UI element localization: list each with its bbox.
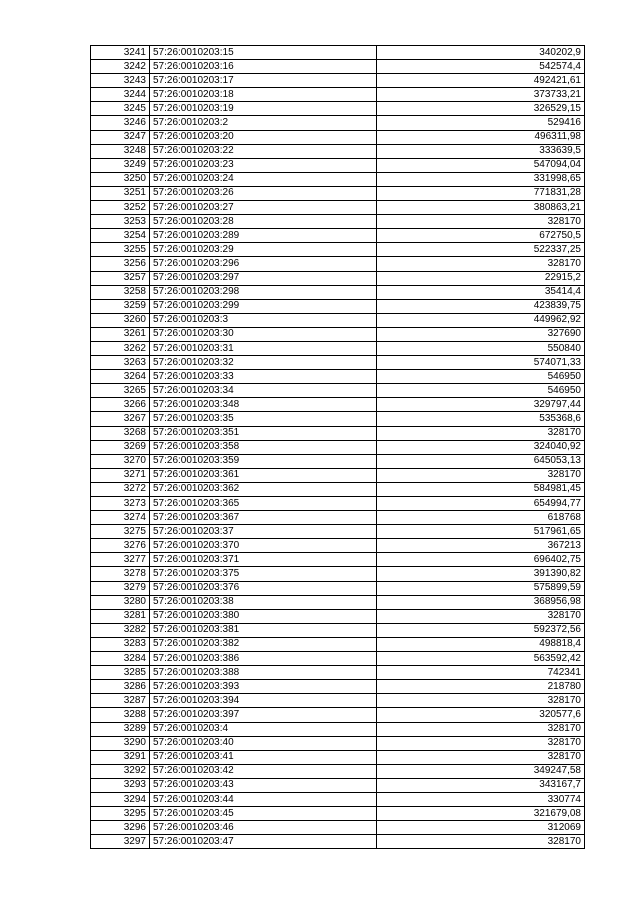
row-number-cell: 3286 bbox=[91, 680, 150, 694]
table-row bbox=[91, 440, 585, 454]
value-cell: 22915,2 bbox=[377, 271, 585, 285]
value-cell: 328170 bbox=[377, 835, 585, 849]
row-number-cell: 3243 bbox=[91, 74, 150, 88]
table-row bbox=[91, 412, 585, 426]
cadastral-number-cell: 57:26:0010203:367 bbox=[150, 511, 377, 525]
table-row bbox=[91, 313, 585, 327]
cadastral-number-cell: 57:26:0010203:22 bbox=[150, 144, 377, 158]
row-number-cell: 3258 bbox=[91, 285, 150, 299]
cadastral-number-cell: 57:26:0010203:44 bbox=[150, 792, 377, 806]
table-row bbox=[91, 158, 585, 172]
table-row bbox=[91, 821, 585, 835]
value-cell: 367213 bbox=[377, 539, 585, 553]
cadastral-number-cell: 57:26:0010203:32 bbox=[150, 356, 377, 370]
value-cell: 391390,82 bbox=[377, 567, 585, 581]
cadastral-number-cell: 57:26:0010203:47 bbox=[150, 835, 377, 849]
value-cell: 328170 bbox=[377, 722, 585, 736]
value-cell: 328170 bbox=[377, 257, 585, 271]
table-row bbox=[91, 764, 585, 778]
table-row bbox=[91, 511, 585, 525]
table-row bbox=[91, 271, 585, 285]
value-cell: 771831,28 bbox=[377, 186, 585, 200]
row-number-cell: 3264 bbox=[91, 370, 150, 384]
row-number-cell: 3280 bbox=[91, 595, 150, 609]
cadastral-number-cell: 57:26:0010203:38 bbox=[150, 595, 377, 609]
table-row bbox=[91, 553, 585, 567]
value-cell: 368956,98 bbox=[377, 595, 585, 609]
table-row bbox=[91, 835, 585, 849]
cadastral-number-cell: 57:26:0010203:24 bbox=[150, 172, 377, 186]
value-cell: 328170 bbox=[377, 694, 585, 708]
row-number-cell: 3259 bbox=[91, 299, 150, 313]
table-row bbox=[91, 666, 585, 680]
row-number-cell: 3287 bbox=[91, 694, 150, 708]
row-number-cell: 3276 bbox=[91, 539, 150, 553]
table-row bbox=[91, 356, 585, 370]
cadastral-number-cell: 57:26:0010203:359 bbox=[150, 454, 377, 468]
cadastral-number-cell: 57:26:0010203:41 bbox=[150, 750, 377, 764]
value-cell: 423839,75 bbox=[377, 299, 585, 313]
value-cell: 35414,4 bbox=[377, 285, 585, 299]
cadastral-number-cell: 57:26:0010203:376 bbox=[150, 581, 377, 595]
value-cell: 331998,65 bbox=[377, 172, 585, 186]
row-number-cell: 3249 bbox=[91, 158, 150, 172]
table-row bbox=[91, 285, 585, 299]
cadastral-number-cell: 57:26:0010203:30 bbox=[150, 327, 377, 341]
value-cell: 517961,65 bbox=[377, 525, 585, 539]
table-row bbox=[91, 116, 585, 130]
row-number-cell: 3275 bbox=[91, 525, 150, 539]
table-row bbox=[91, 201, 585, 215]
value-cell: 328170 bbox=[377, 750, 585, 764]
value-cell: 326529,15 bbox=[377, 102, 585, 116]
table-row bbox=[91, 46, 585, 60]
table-row bbox=[91, 426, 585, 440]
table-row bbox=[91, 172, 585, 186]
row-number-cell: 3255 bbox=[91, 243, 150, 257]
table-row bbox=[91, 384, 585, 398]
value-cell: 312069 bbox=[377, 821, 585, 835]
table-row bbox=[91, 539, 585, 553]
table-row bbox=[91, 243, 585, 257]
table-row bbox=[91, 130, 585, 144]
value-cell: 696402,75 bbox=[377, 553, 585, 567]
row-number-cell: 3279 bbox=[91, 581, 150, 595]
cadastral-number-cell: 57:26:0010203:34 bbox=[150, 384, 377, 398]
value-cell: 321679,08 bbox=[377, 807, 585, 821]
row-number-cell: 3256 bbox=[91, 257, 150, 271]
value-cell: 546950 bbox=[377, 384, 585, 398]
row-number-cell: 3296 bbox=[91, 821, 150, 835]
cadastral-number-cell: 57:26:0010203:31 bbox=[150, 341, 377, 355]
value-cell: 449962,92 bbox=[377, 313, 585, 327]
data-table bbox=[90, 45, 585, 849]
row-number-cell: 3241 bbox=[91, 46, 150, 60]
row-number-cell: 3245 bbox=[91, 102, 150, 116]
table-row bbox=[91, 74, 585, 88]
value-cell: 645053,13 bbox=[377, 454, 585, 468]
table-row bbox=[91, 708, 585, 722]
table-row bbox=[91, 778, 585, 792]
row-number-cell: 3288 bbox=[91, 708, 150, 722]
table-row bbox=[91, 341, 585, 355]
cadastral-number-cell: 57:26:0010203:386 bbox=[150, 652, 377, 666]
value-cell: 330774 bbox=[377, 792, 585, 806]
table-row bbox=[91, 736, 585, 750]
row-number-cell: 3269 bbox=[91, 440, 150, 454]
row-number-cell: 3281 bbox=[91, 609, 150, 623]
table-row bbox=[91, 88, 585, 102]
row-number-cell: 3253 bbox=[91, 215, 150, 229]
row-number-cell: 3262 bbox=[91, 341, 150, 355]
table-row bbox=[91, 398, 585, 412]
row-number-cell: 3248 bbox=[91, 144, 150, 158]
table-row bbox=[91, 525, 585, 539]
cadastral-number-cell: 57:26:0010203:397 bbox=[150, 708, 377, 722]
table-row bbox=[91, 468, 585, 482]
cadastral-number-cell: 57:26:0010203:289 bbox=[150, 229, 377, 243]
cadastral-number-cell: 57:26:0010203:375 bbox=[150, 567, 377, 581]
table-row bbox=[91, 807, 585, 821]
value-cell: 496311,98 bbox=[377, 130, 585, 144]
cadastral-number-cell: 57:26:0010203:33 bbox=[150, 370, 377, 384]
row-number-cell: 3250 bbox=[91, 172, 150, 186]
row-number-cell: 3252 bbox=[91, 201, 150, 215]
row-number-cell: 3290 bbox=[91, 736, 150, 750]
cadastral-number-cell: 57:26:0010203:2 bbox=[150, 116, 377, 130]
row-number-cell: 3254 bbox=[91, 229, 150, 243]
table-row bbox=[91, 186, 585, 200]
value-cell: 575899,59 bbox=[377, 581, 585, 595]
value-cell: 672750,5 bbox=[377, 229, 585, 243]
value-cell: 535368,6 bbox=[377, 412, 585, 426]
cadastral-number-cell: 57:26:0010203:393 bbox=[150, 680, 377, 694]
cadastral-number-cell: 57:26:0010203:45 bbox=[150, 807, 377, 821]
table-row bbox=[91, 722, 585, 736]
value-cell: 373733,21 bbox=[377, 88, 585, 102]
row-number-cell: 3247 bbox=[91, 130, 150, 144]
value-cell: 328170 bbox=[377, 468, 585, 482]
value-cell: 329797,44 bbox=[377, 398, 585, 412]
row-number-cell: 3260 bbox=[91, 313, 150, 327]
cadastral-number-cell: 57:26:0010203:296 bbox=[150, 257, 377, 271]
cadastral-number-cell: 57:26:0010203:28 bbox=[150, 215, 377, 229]
row-number-cell: 3293 bbox=[91, 778, 150, 792]
value-cell: 492421,61 bbox=[377, 74, 585, 88]
value-cell: 343167,7 bbox=[377, 778, 585, 792]
cadastral-number-cell: 57:26:0010203:348 bbox=[150, 398, 377, 412]
row-number-cell: 3282 bbox=[91, 623, 150, 637]
row-number-cell: 3278 bbox=[91, 567, 150, 581]
table-row bbox=[91, 623, 585, 637]
table-row bbox=[91, 102, 585, 116]
row-number-cell: 3268 bbox=[91, 426, 150, 440]
table-row bbox=[91, 595, 585, 609]
cadastral-number-cell: 57:26:0010203:370 bbox=[150, 539, 377, 553]
value-cell: 380863,21 bbox=[377, 201, 585, 215]
value-cell: 542574,4 bbox=[377, 60, 585, 74]
cadastral-number-cell: 57:26:0010203:380 bbox=[150, 609, 377, 623]
row-number-cell: 3251 bbox=[91, 186, 150, 200]
row-number-cell: 3265 bbox=[91, 384, 150, 398]
cadastral-number-cell: 57:26:0010203:46 bbox=[150, 821, 377, 835]
row-number-cell: 3267 bbox=[91, 412, 150, 426]
table-row bbox=[91, 299, 585, 313]
value-cell: 333639,5 bbox=[377, 144, 585, 158]
cadastral-number-cell: 57:26:0010203:3 bbox=[150, 313, 377, 327]
table-row bbox=[91, 370, 585, 384]
table-row bbox=[91, 694, 585, 708]
value-cell: 328170 bbox=[377, 609, 585, 623]
cadastral-number-cell: 57:26:0010203:358 bbox=[150, 440, 377, 454]
table-row bbox=[91, 680, 585, 694]
row-number-cell: 3272 bbox=[91, 482, 150, 496]
value-cell: 547094,04 bbox=[377, 158, 585, 172]
cadastral-number-cell: 57:26:0010203:394 bbox=[150, 694, 377, 708]
value-cell: 592372,56 bbox=[377, 623, 585, 637]
cadastral-number-cell: 57:26:0010203:298 bbox=[150, 285, 377, 299]
row-number-cell: 3263 bbox=[91, 356, 150, 370]
value-cell: 522337,25 bbox=[377, 243, 585, 257]
value-cell: 498818,4 bbox=[377, 637, 585, 651]
cadastral-number-cell: 57:26:0010203:297 bbox=[150, 271, 377, 285]
value-cell: 328170 bbox=[377, 736, 585, 750]
row-number-cell: 3244 bbox=[91, 88, 150, 102]
table-row bbox=[91, 229, 585, 243]
row-number-cell: 3283 bbox=[91, 637, 150, 651]
cadastral-number-cell: 57:26:0010203:382 bbox=[150, 637, 377, 651]
cadastral-number-cell: 57:26:0010203:19 bbox=[150, 102, 377, 116]
value-cell: 574071,33 bbox=[377, 356, 585, 370]
value-cell: 327690 bbox=[377, 327, 585, 341]
row-number-cell: 3295 bbox=[91, 807, 150, 821]
table-row bbox=[91, 482, 585, 496]
value-cell: 340202,9 bbox=[377, 46, 585, 60]
row-number-cell: 3285 bbox=[91, 666, 150, 680]
row-number-cell: 3297 bbox=[91, 835, 150, 849]
cadastral-number-cell: 57:26:0010203:388 bbox=[150, 666, 377, 680]
table-row bbox=[91, 609, 585, 623]
value-cell: 742341 bbox=[377, 666, 585, 680]
table-row bbox=[91, 327, 585, 341]
row-number-cell: 3257 bbox=[91, 271, 150, 285]
cadastral-number-cell: 57:26:0010203:20 bbox=[150, 130, 377, 144]
table-row bbox=[91, 497, 585, 511]
table-row bbox=[91, 257, 585, 271]
value-cell: 584981,45 bbox=[377, 482, 585, 496]
value-cell: 218780 bbox=[377, 680, 585, 694]
value-cell: 349247,58 bbox=[377, 764, 585, 778]
row-number-cell: 3289 bbox=[91, 722, 150, 736]
row-number-cell: 3270 bbox=[91, 454, 150, 468]
cadastral-number-cell: 57:26:0010203:42 bbox=[150, 764, 377, 778]
row-number-cell: 3271 bbox=[91, 468, 150, 482]
row-number-cell: 3242 bbox=[91, 60, 150, 74]
row-number-cell: 3292 bbox=[91, 764, 150, 778]
value-cell: 550840 bbox=[377, 341, 585, 355]
cadastral-number-cell: 57:26:0010203:43 bbox=[150, 778, 377, 792]
cadastral-number-cell: 57:26:0010203:4 bbox=[150, 722, 377, 736]
table-row bbox=[91, 144, 585, 158]
table-row bbox=[91, 792, 585, 806]
cadastral-number-cell: 57:26:0010203:40 bbox=[150, 736, 377, 750]
cadastral-number-cell: 57:26:0010203:381 bbox=[150, 623, 377, 637]
cadastral-number-cell: 57:26:0010203:299 bbox=[150, 299, 377, 313]
cadastral-number-cell: 57:26:0010203:361 bbox=[150, 468, 377, 482]
row-number-cell: 3261 bbox=[91, 327, 150, 341]
table-row bbox=[91, 652, 585, 666]
row-number-cell: 3274 bbox=[91, 511, 150, 525]
value-cell: 529416 bbox=[377, 116, 585, 130]
table-row bbox=[91, 637, 585, 651]
row-number-cell: 3246 bbox=[91, 116, 150, 130]
table-row bbox=[91, 567, 585, 581]
cadastral-number-cell: 57:26:0010203:365 bbox=[150, 497, 377, 511]
cadastral-number-cell: 57:26:0010203:18 bbox=[150, 88, 377, 102]
value-cell: 618768 bbox=[377, 511, 585, 525]
cadastral-number-cell: 57:26:0010203:15 bbox=[150, 46, 377, 60]
row-number-cell: 3291 bbox=[91, 750, 150, 764]
cadastral-number-cell: 57:26:0010203:371 bbox=[150, 553, 377, 567]
cadastral-number-cell: 57:26:0010203:16 bbox=[150, 60, 377, 74]
cadastral-number-cell: 57:26:0010203:37 bbox=[150, 525, 377, 539]
row-number-cell: 3294 bbox=[91, 792, 150, 806]
cadastral-number-cell: 57:26:0010203:351 bbox=[150, 426, 377, 440]
cadastral-number-cell: 57:26:0010203:26 bbox=[150, 186, 377, 200]
value-cell: 328170 bbox=[377, 426, 585, 440]
table-row bbox=[91, 60, 585, 74]
table-row bbox=[91, 215, 585, 229]
cadastral-number-cell: 57:26:0010203:362 bbox=[150, 482, 377, 496]
value-cell: 328170 bbox=[377, 215, 585, 229]
value-cell: 563592,42 bbox=[377, 652, 585, 666]
row-number-cell: 3284 bbox=[91, 652, 150, 666]
table-row bbox=[91, 581, 585, 595]
cadastral-number-cell: 57:26:0010203:17 bbox=[150, 74, 377, 88]
cadastral-number-cell: 57:26:0010203:35 bbox=[150, 412, 377, 426]
cadastral-number-cell: 57:26:0010203:29 bbox=[150, 243, 377, 257]
cadastral-number-cell: 57:26:0010203:27 bbox=[150, 201, 377, 215]
value-cell: 320577,6 bbox=[377, 708, 585, 722]
row-number-cell: 3277 bbox=[91, 553, 150, 567]
cadastral-number-cell: 57:26:0010203:23 bbox=[150, 158, 377, 172]
row-number-cell: 3266 bbox=[91, 398, 150, 412]
row-number-cell: 3273 bbox=[91, 497, 150, 511]
value-cell: 654994,77 bbox=[377, 497, 585, 511]
value-cell: 324040,92 bbox=[377, 440, 585, 454]
table-row bbox=[91, 454, 585, 468]
table-row bbox=[91, 750, 585, 764]
value-cell: 546950 bbox=[377, 370, 585, 384]
table-body bbox=[91, 46, 585, 849]
